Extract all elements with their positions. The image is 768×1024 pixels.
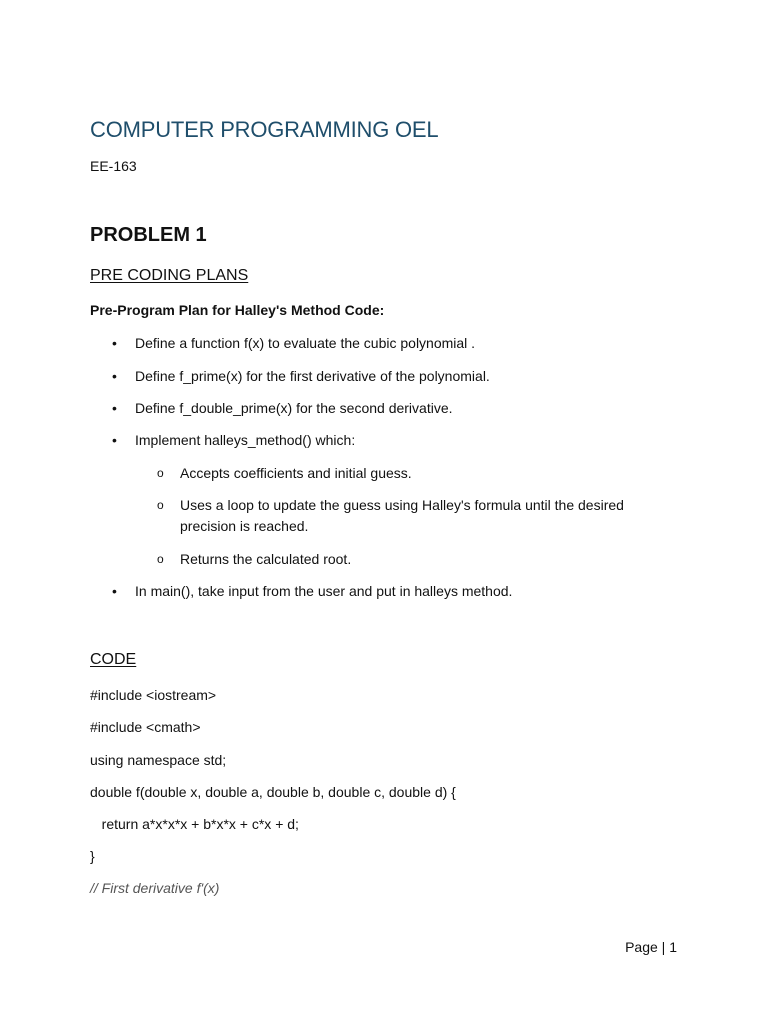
page-number: Page | 1 [625, 939, 677, 955]
code-line: #include <iostream> [90, 687, 217, 703]
problem-heading: PROBLEM 1 [90, 224, 207, 246]
bullet-marker: • [112, 583, 117, 599]
course-code: EE-163 [90, 158, 137, 174]
code-heading: CODE [90, 651, 137, 668]
sub-bullet-marker: o [157, 498, 164, 512]
bullet-marker: • [112, 432, 117, 448]
document-title: COMPUTER PROGRAMMING OEL [90, 117, 439, 142]
plan-title: Pre-Program Plan for Halley's Method Code: [90, 302, 385, 318]
bullet-marker: • [112, 335, 117, 351]
sub-bullet-marker: o [157, 466, 164, 480]
code-line: double f(double x, double a, double b, double c, double d) { [90, 784, 456, 800]
sub-bullet-marker: o [157, 552, 164, 566]
list-item: Implement halleys_method() which: [135, 432, 356, 448]
bullet-marker: • [112, 400, 117, 416]
list-item: Define f_prime(x) for the first derivative of the polynomial. [135, 368, 490, 384]
bullet-marker: • [112, 368, 117, 384]
code-line: } [90, 848, 95, 864]
sub-list-item: Uses a loop to update the guess using Halley's formula until the desired precision is reached. [180, 497, 624, 534]
code-comment: // First derivative f'(x) [90, 880, 220, 896]
code-line: #include <cmath> [90, 719, 201, 735]
sub-list-item: Accepts coefficients and initial guess. [180, 465, 412, 481]
code-line: return a*x*x*x + b*x*x + c*x + d; [90, 816, 299, 832]
pre-coding-heading: PRE CODING PLANS [90, 267, 249, 284]
list-item: In main(), take input from the user and put in halleys method. [135, 583, 513, 599]
sub-list-item: Returns the calculated root. [180, 551, 352, 567]
list-item: Define f_double_prime(x) for the second derivative. [135, 400, 453, 416]
list-item: Define a function f(x) to evaluate the cubic polynomial . [135, 335, 476, 351]
code-line: using namespace std; [90, 752, 227, 768]
